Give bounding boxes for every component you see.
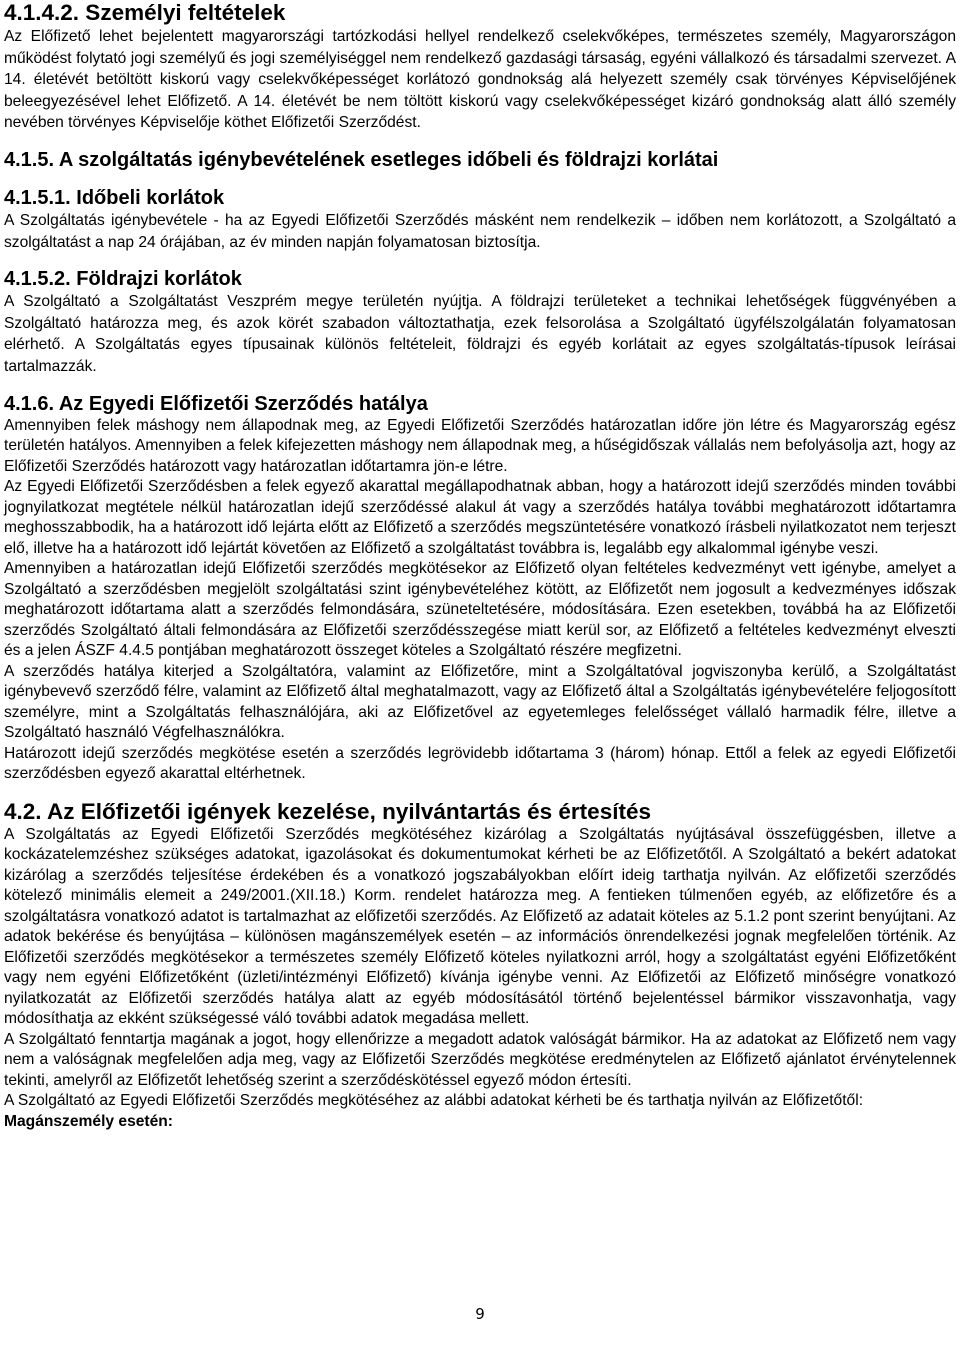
subheading-maganszemely: Magánszemély esetén:	[4, 1112, 174, 1130]
paragraph: A Szolgáltató a Szolgáltatást Veszprém megye területén nyújtja. A földrajzi területeket a technikai lehetőségek függvényében a Szolgáltató határozza meg, és azok körét szabadon változtathatja, ezek felsorolása a Szolgáltató ügyfélszolgálatán folyamatosan elérhető. A Szolgáltatás egyes típusainak különös feltételeit, földrajzi és egyéb korlátait az egyes szolgáltatás-típusok leírásai tartalmazzák.	[4, 293, 956, 375]
section-heading-4-1-5-2: 4.1.5.2. Földrajzi korlátok	[4, 268, 242, 291]
document-page	[4, 0, 956, 1132]
paragraph: A Szolgáltató fenntartja magának a jogot, hogy ellenőrizze a megadott adatok valóságát bármikor. Ha az adatokat az Előfizető nem vagy nem a valóságnak megfelelően adja meg, vagy az Előfizetői Szerződés megkötése eredménytelen az Előfizető ajánlatot érvénytelennek tekinti, amelyről az Előfizetőt lehetőség szerint a szerződéskötéssel egyező módon értesíti.	[4, 1030, 956, 1089]
paragraph: Amennyiben a határozatlan idejű Előfizetői szerződés megkötésekor az Előfizető olyan feltételes kedvezményt vett igénybe, amelyet a Szolgáltató a szerződésben megjelölt szolgáltatási szint igénybevételéhez kötött, az Előfizetőt nem jogosult a kedvezményes időszak meghatározott időtartama alatt a szerződés felmondására, szüneteltetésére, módosítására. Ezen esetekben, továbbá ha az Előfizetői szerződés Szolgáltató általi felmondására az Előfizetői szerződésszegése miatt kerül sor, az Előfizető a feltételes kedvezményt elveszti és a jelen ÁSZF 4.4.5 pontjában meghatározott összeget köteles a Szolgáltató részére megfizetni.	[4, 560, 956, 660]
paragraph: A Szolgáltató az Egyedi Előfizetői Szerződés megkötéséhez az alábbi adatokat kérheti be és tarthatja nyilván az Előfizetőtől:	[4, 1092, 864, 1110]
paragraph: Amennyiben felek máshogy nem állapodnak meg, az Egyedi Előfizetői Szerződés határozatlan időre jön létre és Magyarország egész területén hatályos. Amennyiben a felek kifejezetten máshogy nem állapodnak meg, a hűségidőszak vállalás nem befolyásolja azt, hogy az Előfizetői Szerződés határozott vagy határozatlan időtartamra jön-e létre.	[4, 416, 956, 475]
paragraph: A Szolgáltatás az Egyedi Előfizetői Szerződés megkötéséhez kizárólag a Szolgáltatás nyújtásával összefüggésben, illetve a kockázatelemzéshez szükséges adatokat, igazolásokat és dokumentumokat kérheti be az Előfizetőtől. A Szolgáltató a bekért adatokat kizárólag a szerződés teljesítése érdekében és a vonatkozó jogszabályokban előírt ideig tarthatja nyilván. Az előfizetői szerződés kötelező minimális elemeit a 249/2001.(XII.18.) Korm. rendelet határozza meg. A fentieken túlmenően egyéb, az előfizetőre és a szolgáltatásra vonatkozó adatot is tartalmazhat az előfizetői szerződés. Az Előfizető az adatait köteles az 5.1.2 pont szerint benyújtani. Az adatok bekérése és benyújtása – különösen magánszemélyek esetén – az információs önrendelkezési jognak megfelelően történik. Az Előfizetői szerződés megkötésekor a természetes személy Előfizető köteles nyilatkozni arról, hogy a szolgáltatást egyéni Előfizetőként vagy nem egyéni Előfizetőként (üzleti/intézményi Előfizető) kívánja igénybe venni. Az Előfizetői az Előfizető minőségre vonatkozó nyilatkozatát az Előfizetői szerződés hatálya alatt az egyéb módosításától történő bejelentéssel bármikor visszavonhatja, vagy módosíthatja az ekként szükségessé váló további adatok megadása mellett.	[4, 825, 956, 1028]
section-heading-4-1-6: 4.1.6. Az Egyedi Előfizetői Szerződés hatálya	[4, 392, 428, 415]
section-heading-4-1-5-1: 4.1.5.1. Időbeli korlátok	[4, 186, 225, 209]
paragraph: Határozott idejű szerződés megkötése esetén a szerződés legrövidebb időtartama 3 (három) hónap. Ettől a felek az egyedi Előfizetői szerződésben egyező akarattal eltérhetnek.	[4, 744, 956, 783]
section-heading-4-1-4-2: 4.1.4.2. Személyi feltételek	[4, 0, 286, 25]
page-number: 9	[475, 1305, 485, 1323]
section-heading-4-1-5: 4.1.5. A szolgáltatás igénybevételének esetleges időbeli és földrajzi korlátai	[4, 148, 719, 171]
paragraph: A szerződés hatálya kiterjed a Szolgáltatóra, valamint az Előfizetőre, mint a Szolgáltatóval jogviszonyba kerülő, a Szolgáltatást igénybevevő szerződő félre, valamint az Előfizető által meghatalmazott, vagy az Előfizető által a Szolgáltatás igénybevételére feljogosított személyre, mint a Szolgáltatás felhasználójára, aki az Előfizetővel az egyetemleges felelősséget vállaló harmadik félre, illetve a Szolgáltató használó Végfelhasználókra.	[4, 662, 956, 742]
paragraph: Az Előfizető lehet bejelentett magyarországi tartózkodási hellyel rendelkező cselekvőképes, természetes személy, Magyarországon működést folytató jogi személyű és jogi személyiséggel nem rendelkező gazdasági társaság, egyéni vállalkozó és társadalmi szervezet. A 14. életévét betöltött kiskorú vagy cselekvőképességet korlátozó gondnokság alá helyezett személy csak törvényes Képviselőjének beleegyezésével lehet Előfizető. A 14. életévét be nem töltött kiskorú vagy cselekvőképességet kizáró gondnokság alatt álló személy nevében törvényes Képviselője köthet Előfizetői Szerződést.	[4, 28, 956, 132]
paragraph: A Szolgáltatás igénybevétele - ha az Egyedi Előfizetői Szerződés másként nem rendelkezik – időben nem korlátozott, a Szolgáltató a szolgáltatást a nap 24 órájában, az év minden napján folyamatosan biztosítja.	[4, 211, 956, 251]
section-heading-4-2: 4.2. Az Előfizetői igények kezelése, nyilvántartás és értesítés	[4, 798, 651, 824]
paragraph: Az Egyedi Előfizetői Szerződésben a felek egyező akarattal megállapodhatnak abban, hogy a határozott idejű szerződés minden további jognyilatkozat megtétele nélkül határozatlan idejű szerződéssé alakul át vagy a szerződés hatálya további meghatározott időtartamra meghosszabbodik, ha a határozott idő lejárta előtt az Előfizető a szerződés megszüntetésére vonatkozó írásbeli nyilatkozatot nem terjeszt elő, illetve ha a határozott idő lejártát követően az Előfizető a szolgáltatást továbbra is, legalább egy alkalommal igénybe veszi.	[4, 478, 956, 557]
